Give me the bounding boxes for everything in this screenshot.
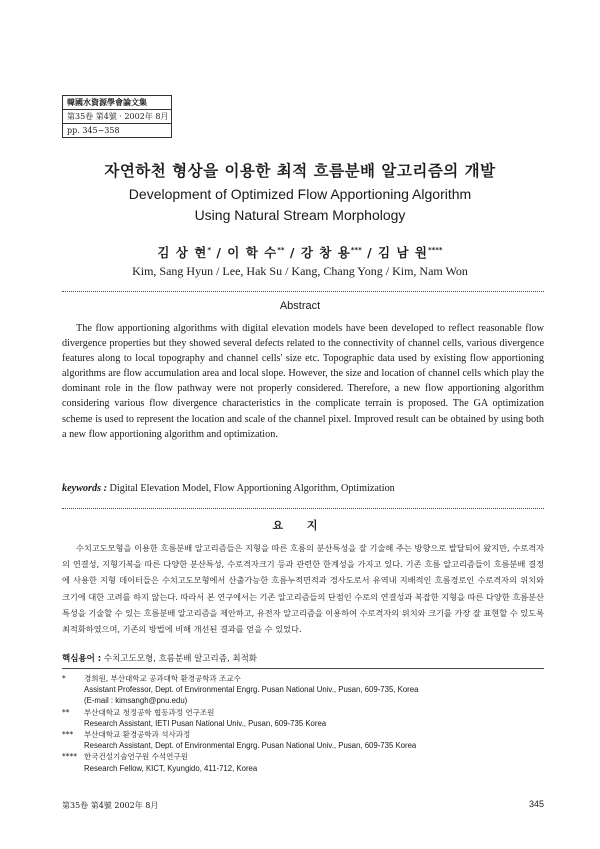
footnote: [62, 751, 544, 773]
author-name: 김 상 현: [157, 245, 208, 260]
author-mark: **: [277, 245, 285, 254]
footnote-mark: ***: [62, 730, 74, 740]
abstract-body: The flow apportioning algorithms with digital elevation models have been developed to reflect reasonable flow divergence properties but they showed several defects related to the connectivity of channel cells, various divergence features along to local topography and channel cells' size etc. Topographic data used by existing flow apportioning algorithms are flow accumulation area and local slope. However, the size and location of channel cells which play the dominant role in the flow pathway were not properly considered. Therefore, a new flow apportioning algorithm considering various flow divergence characteristics in the complicate terrain is proposed. The GA optimization scheme is used to represent the location and scale of the channel pixel. Improved result can be obtained by using both a new flow apportioning algorithm and optimization.: [62, 323, 544, 440]
keywords-label: keywords :: [62, 483, 107, 494]
footnote-mark: **: [62, 707, 70, 717]
author-separator: /: [361, 245, 379, 260]
journal-name: 韓國水資源學會論文集: [63, 96, 171, 110]
author-mark: ***: [350, 245, 362, 254]
yoji-keywords-line: [62, 652, 544, 664]
journal-volume: 第35卷 第4號 · 2002年 8月: [63, 110, 171, 124]
footnote-korean: 경희원, 부산대학교 공과대학 환경공학과 조교수: [84, 674, 241, 683]
footer-issue: 第35卷 第4號 2002年 8月: [62, 801, 159, 810]
paper-title-english-line1: Development of Optimized Flow Apportioning Algorithm: [128, 186, 472, 202]
footnote-korean: 부산대학교 청정공학 협동과정 연구조원: [84, 707, 215, 717]
yoji-keywords-text: 수치고도모형, 흐름분배 알고리즘, 최적화: [103, 654, 258, 664]
paper-title-korean: 자연하천 형상을 이용한 최적 흐름분배 알고리즘의 개발: [104, 162, 496, 180]
author-mark: *: [207, 245, 211, 254]
dotted-divider: [62, 291, 544, 292]
yoji-body: 수치고도모형을 이용한 흐름분배 알고리즘들은 지형을 따른 흐름의 분산특성을 잘 기술해 주는 방향으로 발달되어 왔지만, 수로격자의 연결성, 지형기복을 따른 다양한 분산특성, 수로격자크기 등과 관련한 한계성을 가지고 있다. 기존 흐름 알고리즘들이 흐름분배 결정에 사용한 지형 데이터들은 수치고도모형에서 산출가능한 흐름누적면적과 경사도로서 유역내 지배적인 흐름경로인 수로격자의 위치와 크기에 대한 고려를 하지 않는다. 따라서 본 연구에서는 기존 알고리즘들의 단점인 수로의 연결성과 복잡한 지형을 따른 다양한 흐름분산 특성을 기술할 수 있는 흐름분배 알고리즘을 제안하고, 유전자 알고리즘을 이용하여 수로격자의 위치와 크기를 가장 잘 표현할 수 있도록 최적화하였으며, 기존의 방법에 비해 개선된 결과를 얻을 수 있었다.: [62, 543, 544, 635]
abstract-heading: Abstract: [279, 300, 321, 312]
footnote-korean: 한국건설기술연구원 수석연구원: [84, 752, 188, 762]
footnote-mark: *: [62, 674, 66, 683]
footnote: [62, 707, 544, 729]
author-mark: ****: [427, 245, 443, 254]
keywords-line: [62, 483, 544, 494]
authors-korean: [0, 243, 600, 261]
footnote-english: Research Assistant, IETI Pusan National Univ., Pusan, 609-735 Korea: [84, 718, 327, 728]
journal-pages: pp. 345~358: [67, 126, 120, 135]
paper-title-english-line2: Using Natural Stream Morphology: [194, 207, 406, 223]
page-number: 345: [528, 799, 544, 809]
footnote-english: Research Assistant, Dept. of Environmental Engrg. Pusan National Univ., Pusan, 609-735 Korea: [84, 741, 417, 751]
authors-english: Kim, Sang Hyun / Lee, Hak Su / Kang, Chang Yong / Kim, Nam Won: [132, 264, 468, 278]
dotted-divider: [62, 508, 544, 509]
footnote: [62, 673, 544, 707]
footnote: [62, 729, 544, 751]
author-separator: /: [210, 245, 228, 260]
author-name: 김 남 원: [378, 245, 428, 260]
footnote-korean: 부산대학교 환경공학과 석사과정: [84, 730, 191, 740]
yoji-keywords-label: 핵심용어 :: [62, 654, 102, 664]
footnote-email: (E-mail : kimsangh@pnu.edu): [84, 696, 188, 706]
footnotes: [62, 673, 544, 774]
footnote-english: Research Fellow, KICT, Kyungido, 411-712, Korea: [84, 763, 258, 773]
keywords-text: Digital Elevation Model, Flow Apportioning Algorithm, Optimization: [109, 483, 395, 494]
journal-info-box: [62, 95, 172, 138]
footnote-divider: [62, 668, 544, 669]
yoji-heading: 요 지: [272, 519, 328, 532]
footnote-english: Assistant Professor, Dept. of Environmental Engrg. Pusan National Univ., Pusan, 609-735, Korea: [84, 685, 419, 695]
author-name: 강 창 용: [300, 245, 351, 260]
footnote-mark: ****: [62, 752, 77, 762]
author-separator: /: [284, 245, 301, 260]
author-name: 이 학 수: [227, 245, 278, 260]
